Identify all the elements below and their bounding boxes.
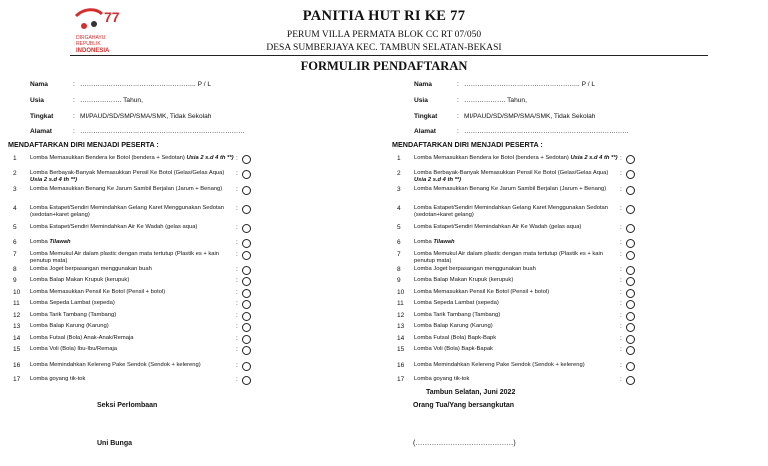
left-signature-name: Uni Bunga [97, 440, 132, 447]
field-label: Nama [414, 81, 432, 88]
item-number: 3 [13, 186, 17, 193]
item-checkbox[interactable] [626, 170, 635, 179]
item-number: 1 [13, 155, 17, 162]
item-checkbox[interactable] [242, 289, 251, 298]
item-checkbox[interactable] [626, 224, 635, 233]
item-number: 17 [397, 376, 405, 383]
item-label: Lomba Memindahkan Kelereng Pake Sendok (Sendok + kelereng) [414, 362, 585, 368]
item-number: 17 [13, 376, 21, 383]
committee-title: PANITIA HUT RI KE 77 [302, 8, 466, 24]
item-colon: : [236, 205, 238, 212]
field-colon: : [457, 97, 459, 104]
item-checkbox[interactable] [626, 376, 635, 385]
item-checkbox[interactable] [242, 251, 251, 260]
item-colon: : [236, 312, 238, 319]
item-number: 15 [397, 346, 405, 353]
item-label: Lomba Memasukkan Benang Ke Jarum Sambil Berjalan (Jarum + Benang) [414, 186, 607, 192]
item-label: Lomba Voli (Bola) Bapk-Bapak [414, 346, 493, 352]
item-number: 9 [13, 277, 17, 284]
item-number: 13 [397, 323, 405, 330]
item-number: 5 [13, 224, 17, 231]
right-signature-role: Orang Tua/Yang bersangkutan [413, 402, 515, 409]
item-number: 1 [397, 155, 401, 162]
right-signature-name: (……………………………………) [413, 440, 516, 447]
item-number: 2 [397, 170, 401, 177]
item-number: 8 [397, 266, 401, 273]
item-label: Lomba Sepeda Lambat (sepeda) [30, 300, 115, 306]
item-colon: : [236, 323, 238, 330]
item-colon: : [620, 186, 622, 193]
item-label: Lomba [414, 239, 432, 245]
item-colon: : [236, 346, 238, 353]
item-label: Lomba Memindahkan Kelereng Pake Sendok (Sendok + kelereng) [30, 362, 201, 368]
item-colon: : [620, 312, 622, 319]
item-colon: : [620, 155, 622, 162]
item-colon: : [620, 224, 622, 231]
item-label: Lomba Memasukkan Bendera ke Botol (bendera + Sedotan) [414, 155, 569, 161]
item-colon: : [620, 335, 622, 342]
item-label: Lomba Estapet/Sendiri Memindahkan Air Ke Wadah (gelas aqua) [30, 224, 198, 230]
item-colon: : [620, 266, 622, 273]
item-label: Lomba goyang tik-tok [30, 376, 86, 382]
left-section-title: MENDAFTARKAN DIRI MENJADI PESERTA : [8, 140, 159, 149]
item-colon: : [620, 362, 622, 369]
item-number: 15 [13, 346, 21, 353]
item-number: 14 [397, 335, 405, 342]
item-checkbox[interactable] [626, 346, 635, 355]
item-label: Lomba Balap Makan Krupuk (kerupuk) [414, 277, 514, 283]
item-label: Lomba Futsal (Bola) Anak-Anak/Remaja [30, 335, 134, 341]
field-colon: : [73, 97, 75, 104]
item-note: Tilawah [433, 239, 455, 245]
item-label: Lomba Balap Karung (Karung) [30, 323, 109, 329]
item-number: 4 [397, 205, 401, 212]
field-label: Alamat [414, 128, 436, 135]
item-colon: : [236, 186, 238, 193]
address-line-1: PERUM VILLA PERMATA BLOK CC RT 07/050 [286, 30, 482, 40]
field-value[interactable]: ………………………………………………………………… [464, 128, 629, 135]
item-label: Lomba Voli (Bola) Ibu-Ibu/Remaja [30, 346, 117, 352]
item-checkbox[interactable] [626, 205, 635, 214]
field-label: Tingkat [414, 113, 438, 120]
item-colon: : [620, 205, 622, 212]
item-number: 5 [397, 224, 401, 231]
item-label: Lomba Berbayak-Banyak Memasukkan Pensil Ke Botol (Gelas/Gelas Aqua) [30, 170, 225, 176]
item-colon: : [620, 239, 622, 246]
item-label: Lomba Memukul Air dalam plastic dengan mata tertutup (Plastik es + kain penutup mata) [30, 251, 219, 265]
item-number: 11 [13, 300, 20, 307]
field-label: Nama [30, 81, 48, 88]
item-number: 12 [13, 312, 21, 319]
field-colon: : [457, 128, 459, 135]
item-checkbox[interactable] [626, 300, 635, 309]
item-colon: : [236, 170, 238, 177]
item-colon: : [236, 266, 238, 273]
item-note: Usia 2 s.d 4 th **) [30, 177, 78, 184]
item-colon: : [620, 289, 622, 296]
item-label: Lomba Estapet/Sendiri Memindahkan Air Ke Wadah (gelas aqua) [414, 224, 582, 230]
item-colon: : [620, 300, 622, 307]
item-checkbox[interactable] [242, 186, 251, 195]
item-number: 16 [13, 362, 21, 369]
field-label: Usia [414, 97, 428, 104]
item-number: 14 [13, 335, 21, 342]
field-colon: : [73, 128, 75, 135]
item-checkbox[interactable] [242, 335, 251, 344]
field-colon: : [73, 113, 75, 120]
left-signature-role: Seksi Perlombaan [97, 402, 158, 409]
item-colon: : [236, 376, 238, 383]
item-number: 7 [397, 251, 401, 258]
item-label: Lomba goyang tik-tok [414, 376, 470, 382]
item-label: Lomba Memasukkan Bendera ke Botol (bendera + Sedotan) [30, 155, 185, 161]
form-title: FORMULIR PENDAFTARAN [300, 59, 468, 73]
item-label: Lomba Estapet/Sendiri Memindahkan Gelang Karet Menggunakan Sedotan (sedotan+karet gelang) [414, 205, 609, 219]
item-colon: : [620, 170, 622, 177]
item-checkbox[interactable] [626, 277, 635, 286]
item-label: Lomba Memasukkan Benang Ke Jarum Sambil Berjalan (Jarum + Benang) [30, 186, 223, 192]
item-colon: : [620, 251, 622, 258]
field-value[interactable]: ………………………………………………………………… [80, 128, 245, 135]
item-checkbox[interactable] [626, 239, 635, 248]
item-checkbox[interactable] [242, 346, 251, 355]
item-checkbox[interactable] [242, 266, 251, 275]
item-number: 6 [13, 239, 17, 246]
form-column-right [384, 0, 768, 466]
item-colon: : [236, 289, 238, 296]
item-number: 4 [13, 205, 17, 212]
field-value[interactable]: …………………………………………….. P / L [464, 81, 596, 88]
item-label: Lomba Sepeda Lambat (sepeda) [414, 300, 499, 306]
item-colon: : [236, 224, 238, 231]
item-number: 10 [13, 289, 21, 296]
item-number: 16 [397, 362, 405, 369]
item-label: Lomba Memasukkan Pensil Ke Botol (Pensil + botol) [30, 289, 166, 295]
item-note: Usia 2 s.d 4 th **) [186, 155, 234, 161]
field-label: Usia [30, 97, 44, 104]
item-colon: : [236, 300, 238, 307]
item-label: Lomba [30, 239, 48, 245]
item-label: Lomba Tarik Tambang (Tambang) [30, 312, 117, 318]
item-checkbox[interactable] [242, 170, 251, 179]
item-checkbox[interactable] [626, 155, 635, 164]
item-checkbox[interactable] [626, 335, 635, 344]
item-checkbox[interactable] [242, 376, 251, 385]
field-colon: : [457, 81, 459, 88]
item-note: Usia 2 s.d 4 th **) [570, 155, 618, 161]
field-label: Alamat [30, 128, 52, 135]
item-checkbox[interactable] [242, 312, 251, 321]
svg-text:DIRGAHAYU: DIRGAHAYU [76, 35, 106, 41]
field-colon: : [73, 81, 75, 88]
item-label: Lomba Balap Karung (Karung) [414, 323, 493, 329]
svg-text:77: 77 [104, 9, 120, 25]
item-note: Usia 2 s.d 4 th **) [414, 177, 462, 184]
item-checkbox[interactable] [242, 205, 251, 214]
item-number: 13 [13, 323, 21, 330]
field-label: Tingkat [30, 113, 54, 120]
item-label: Lomba Joget berpasangan menggunakan buah [30, 266, 152, 272]
item-checkbox[interactable] [626, 323, 635, 332]
item-colon: : [620, 346, 622, 353]
item-colon: : [620, 277, 622, 284]
field-value[interactable]: ………………. Tahun, [80, 97, 143, 104]
item-number: 6 [397, 239, 401, 246]
item-label: Lomba Futsal (Bola) Bapk-Bapk [414, 335, 497, 341]
item-colon: : [620, 376, 622, 383]
item-checkbox[interactable] [242, 300, 251, 309]
item-number: 11 [397, 300, 404, 307]
item-checkbox[interactable] [242, 362, 251, 371]
item-checkbox[interactable] [626, 289, 635, 298]
item-checkbox[interactable] [242, 155, 251, 164]
item-colon: : [236, 362, 238, 369]
field-value[interactable]: ………………. Tahun, [464, 97, 527, 104]
field-value[interactable]: MI/PAUD/SD/SMP/SMA/SMK, Tidak Sekolah [80, 113, 212, 120]
item-checkbox[interactable] [626, 362, 635, 371]
item-checkbox[interactable] [626, 312, 635, 321]
item-colon: : [236, 155, 238, 162]
item-checkbox[interactable] [626, 266, 635, 275]
item-colon: : [236, 335, 238, 342]
item-colon: : [236, 251, 238, 258]
item-checkbox[interactable] [626, 186, 635, 195]
item-label: Lomba Memasukkan Pensil Ke Botol (Pensil + botol) [414, 289, 550, 295]
item-colon: : [620, 323, 622, 330]
item-checkbox[interactable] [242, 224, 251, 233]
item-number: 10 [397, 289, 405, 296]
item-label: Lomba Memukul Air dalam plastic dengan mata tertutup (Plastik es + kain penutup mata) [414, 251, 603, 265]
item-number: 7 [13, 251, 17, 258]
item-colon: : [236, 277, 238, 284]
item-number: 3 [397, 186, 401, 193]
item-number: 8 [13, 266, 17, 273]
item-note: Tilawah [49, 239, 71, 245]
item-label: Lomba Balap Makan Krupuk (kerupuk) [30, 277, 130, 283]
right-section-title: MENDAFTARKAN DIRI MENJADI PESERTA : [392, 140, 543, 149]
item-checkbox[interactable] [242, 277, 251, 286]
signature-date: Tambun Selatan, Juni 2022 [426, 389, 516, 396]
item-number: 2 [13, 170, 17, 177]
item-checkbox[interactable] [242, 239, 251, 248]
svg-text:REPUBLIK: REPUBLIK [76, 41, 101, 47]
field-colon: : [457, 113, 459, 120]
item-checkbox[interactable] [242, 323, 251, 332]
item-colon: : [236, 239, 238, 246]
item-label: Lomba Estapet/Sendiri Memindahkan Gelang Karet Menggunakan Sedotan (sedotan+karet gelang) [30, 205, 225, 219]
svg-text:INDONESIA: INDONESIA [76, 48, 110, 54]
item-label: Lomba Tarik Tambang (Tambang) [414, 312, 501, 318]
item-number: 9 [397, 277, 401, 284]
field-value[interactable]: MI/PAUD/SD/SMP/SMA/SMK, Tidak Sekolah [464, 113, 596, 120]
item-label: Lomba Berbayak-Banyak Memasukkan Pensil Ke Botol (Gelas/Gelas Aqua) [414, 170, 609, 176]
item-label: Lomba Joget berpasangan menggunakan buah [414, 266, 536, 272]
field-value[interactable]: …………………………………………….. P / L [80, 81, 212, 88]
item-checkbox[interactable] [626, 251, 635, 260]
item-number: 12 [397, 312, 405, 319]
address-line-2: DESA SUMBERJAYA KEC. TAMBUN SELATAN-BEKASI [266, 43, 502, 53]
